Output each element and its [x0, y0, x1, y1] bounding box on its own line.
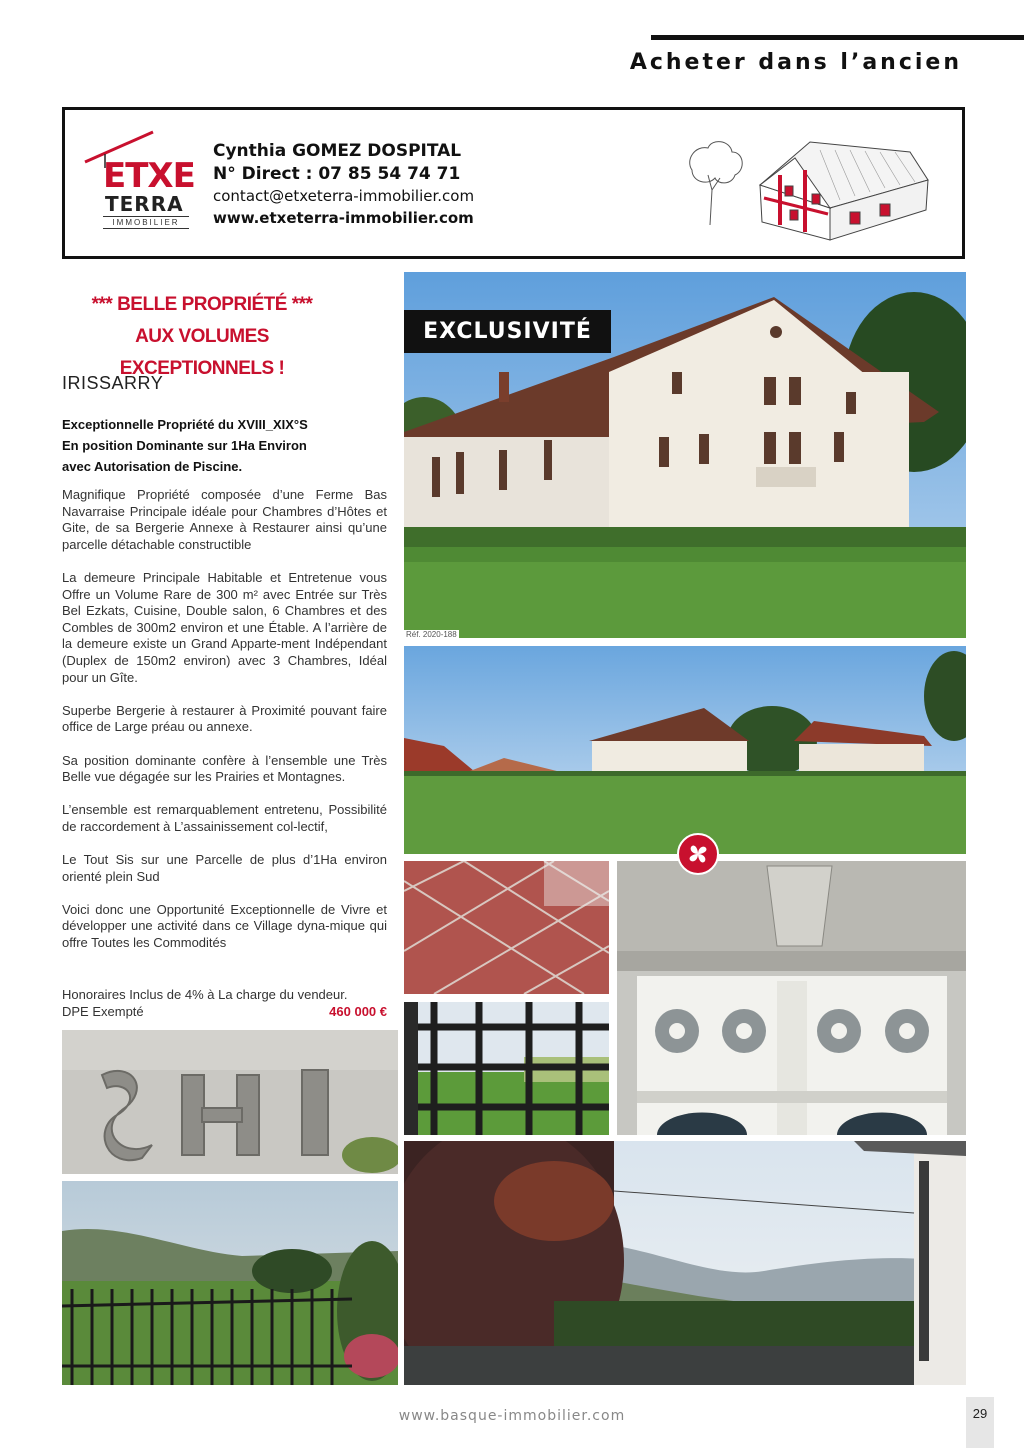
photo-property-view [404, 646, 966, 854]
agency-contact-box [62, 107, 965, 259]
photo-carved-doorway [617, 861, 966, 1135]
contact-details [213, 140, 474, 229]
logo-terra: TERRA [105, 192, 184, 216]
photo-window-view [404, 1002, 609, 1135]
photo-carved-stone [62, 1030, 398, 1174]
description-paragraph: Voici donc une Opportunité Exceptionnelle de Vivre et développer une activité dans ce Village dyna-mique qui offre Toutes les Commodités [62, 901, 387, 951]
logo-etxe: ETXE [103, 156, 195, 196]
photo-floor-tiles [404, 861, 609, 994]
photo-mountain-view [404, 1141, 966, 1385]
description-paragraph: Le Tout Sis sur une Parcelle de plus d’1Ha environ orienté plein Sud [62, 852, 387, 884]
description-paragraph: La demeure Principale Habitable et Entretenue vous Offre un Volume Rare de 300 m² avec Entrée sur Très Bel Ezkats, Cuisine, Double salon, 6 Chambres et des Combles de 300m2 environ et une Étable. A l’arrière de la demeure existe un Grand Apparte-ment Indépendant (Duplex de 150m2 environ) avec 3 Chambres, Idéal pour un Gîte. [62, 569, 387, 685]
listing-headline [62, 289, 342, 385]
agent-name: Cynthia GOMEZ DOSPITAL [213, 141, 462, 161]
agency-logo [83, 128, 193, 232]
basque-house-sketch-icon [680, 130, 940, 245]
page-number-tab [966, 1397, 994, 1448]
headline-line-2: AUX VOLUMES EXCEPTIONNELS ! [119, 326, 285, 379]
dpe-text: DPE Exempté [62, 1004, 144, 1019]
page-number: 29 [972, 1406, 988, 1421]
listing-intro [62, 414, 387, 477]
description-paragraph: Sa position dominante confère à l’ensemble une Très Belle vue dégagée sur les Prairies et Montagnes. [62, 752, 387, 785]
exclusivity-badge: EXCLUSIVITÉ [404, 310, 611, 353]
description-paragraph: Magnifique Propriété composée d’une Ferme Bas Navarraise Principale idéale pour Chambres d’Hôtes et Gite, de sa Bergerie Annexe à Restaurer ainsi qu’une parcelle détachable constructible [62, 487, 387, 552]
logo-immobilier: IMMOBILIER [103, 216, 189, 229]
price-row [62, 1004, 387, 1021]
photo-gate-view [62, 1181, 398, 1385]
reference-label: Réf. 2020-188 [406, 630, 457, 639]
agent-email[interactable]: contact@etxeterra-immobilier.com [213, 187, 475, 205]
listing-description [62, 487, 387, 968]
agent-phone[interactable]: N° Direct : 07 85 54 74 71 [213, 164, 461, 184]
section-title: Acheter dans l’ancien [629, 50, 962, 75]
agency-website[interactable]: www.etxeterra-immobilier.com [213, 209, 474, 227]
headline-line-1: *** BELLE PROPRIÉTÉ *** [91, 294, 313, 315]
intro-line-3: avec Autorisation de Piscine. [62, 459, 243, 474]
listing-price: 460 000 € [329, 1004, 387, 1019]
intro-line-1: Exceptionnelle Propriété du XVIII_XIX°S [62, 417, 308, 432]
header-rule [651, 35, 1024, 40]
description-paragraph: L’ensemble est remarquablement entretenu, Possibilité de raccordement à L’assainissement col-lectif, [62, 802, 387, 834]
intro-line-2: En position Dominante sur 1Ha Environ [62, 438, 307, 453]
description-paragraph: Superbe Bergerie à restaurer à Proximité pouvant faire office de Large préau ou annexe. [62, 702, 387, 735]
footer-website[interactable]: www.basque-immobilier.com [398, 1408, 626, 1424]
fees-text: Honoraires Inclus de 4% à La charge du vendeur. [62, 987, 348, 1002]
listing-city: IRISSARRY [62, 373, 164, 393]
lauburu-icon [677, 833, 719, 875]
